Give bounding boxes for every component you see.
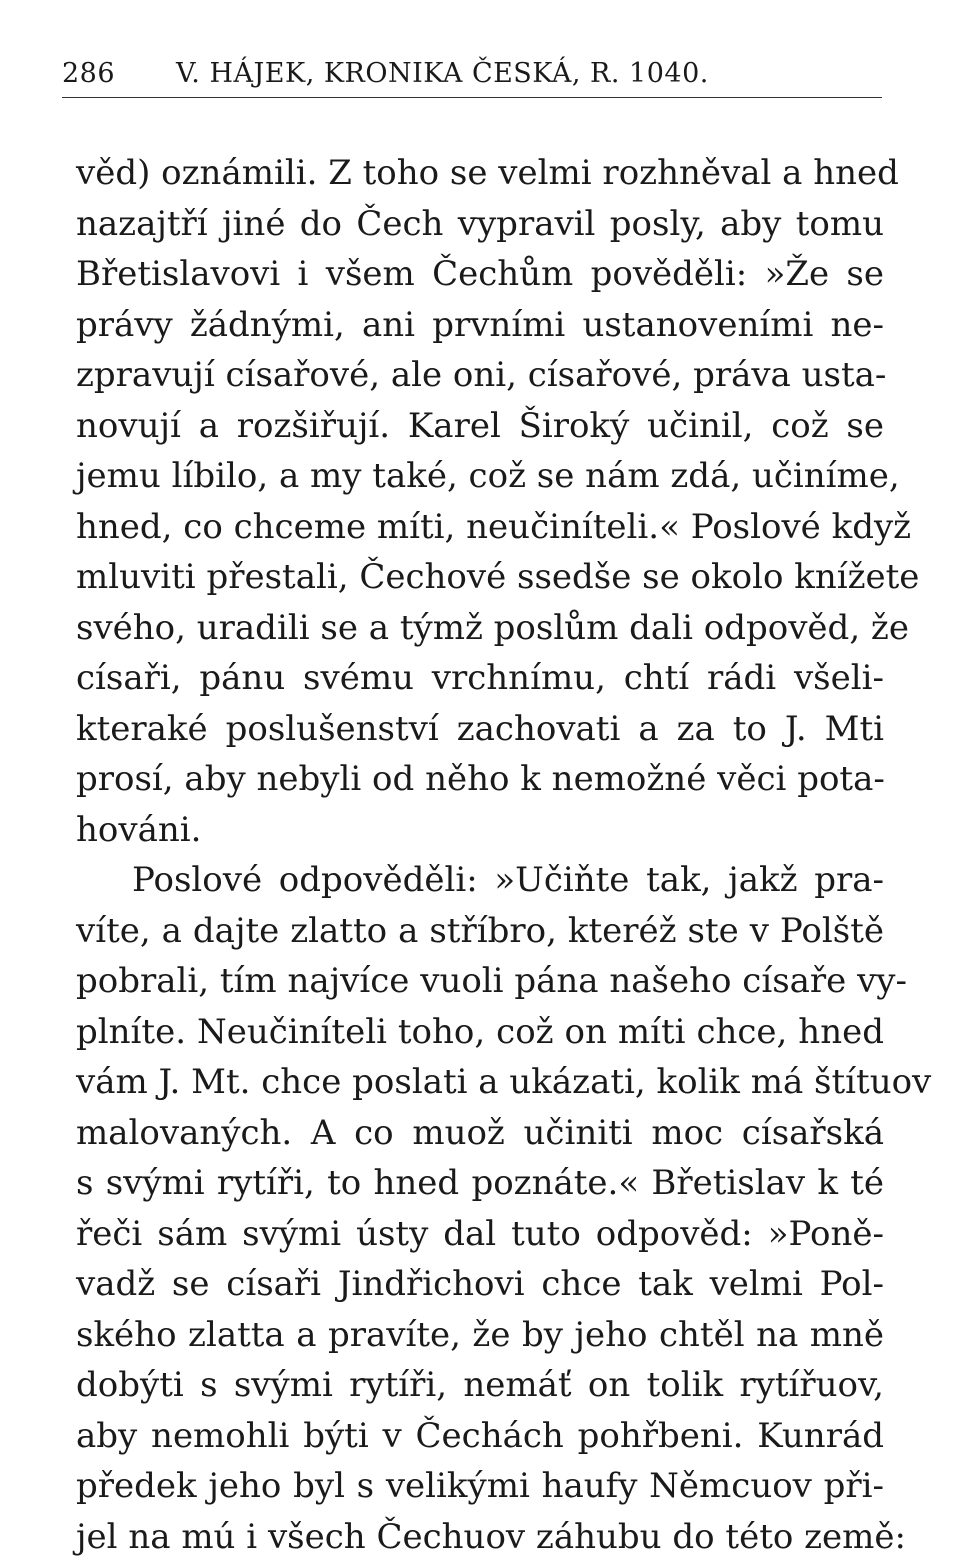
text-line: řeči sám svými ústy dal tuto odpověd: »Poně- — [76, 1209, 884, 1260]
text-line: nazajtří jiné do Čech vypravil posly, aby tomu — [76, 199, 884, 250]
text-line: novují a rozšiřují. Karel Široký učinil, což se — [76, 401, 884, 452]
text-line: prosí, aby nebyli od něho k nemožné věci pota- — [76, 754, 884, 805]
text-line: předek jeho byl s velikými haufy Němcuov při- — [76, 1461, 884, 1512]
text-line: víte, a dajte zlatto a stříbro, kteréž ste v Polště — [76, 906, 884, 957]
text-line: dobýti s svými rytíři, nemáť on tolik rytířuov, — [76, 1360, 884, 1411]
text-line: svého, uradili se a týmž poslům dali odpověd, že — [76, 603, 884, 654]
body-text — [76, 148, 884, 1562]
text-line: malovaných. A co muož učiniti moc císařská — [76, 1108, 884, 1159]
paragraph-start-line: Poslové odpověděli: »Učiňte tak, jakž pra- — [76, 855, 884, 906]
text-line: plníte. Neučiníteli toho, což on míti chce, hned — [76, 1007, 884, 1058]
running-title: V. HÁJEK, KRONIKA ČESKÁ, R. 1040. — [176, 58, 709, 89]
text-line: jemu líbilo, a my také, což se nám zdá, učiníme, — [76, 451, 884, 502]
text-line: mluviti přestali, Čechové ssedše se okolo knížete — [76, 552, 884, 603]
text-line: vadž se císaři Jindřichovi chce tak velmi Pol- — [76, 1259, 884, 1310]
text-line: s svými rytíři, to hned poznáte.« Břetislav k té — [76, 1158, 884, 1209]
header-rule — [62, 97, 882, 98]
text-line: pobrali, tím najvíce vuoli pána našeho císaře vy- — [76, 956, 884, 1007]
text-line: aby nemohli býti v Čechách pohřbeni. Kunrád — [76, 1411, 884, 1462]
page-number: 286 — [62, 58, 115, 89]
text-line: věd) oznámili. Z toho se velmi rozhněval a hned — [76, 148, 884, 199]
paragraph-end-line: hováni. — [76, 805, 884, 856]
text-line: vám J. Mt. chce poslati a ukázati, kolik má štítuov — [76, 1057, 884, 1108]
text-line: císaři, pánu svému vrchnímu, chtí rádi všeli- — [76, 653, 884, 704]
text-line: právy žádnými, ani prvními ustanoveními ne- — [76, 300, 884, 351]
text-line: hned, co chceme míti, neučiníteli.« Poslové když — [76, 502, 884, 553]
text-line: ského zlatta a pravíte, že by jeho chtěl na mně — [76, 1310, 884, 1361]
text-line: jel na mú i všech Čechuov záhubu do této země: — [76, 1512, 884, 1562]
running-head — [62, 58, 882, 98]
text-line: kteraké poslušenství zachovati a za to J. Mti — [76, 704, 884, 755]
text-line: Břetislavovi i všem Čechům pověděli: »Že se — [76, 249, 884, 300]
text-line: zpravují císařové, ale oni, císařové, práva usta- — [76, 350, 884, 401]
